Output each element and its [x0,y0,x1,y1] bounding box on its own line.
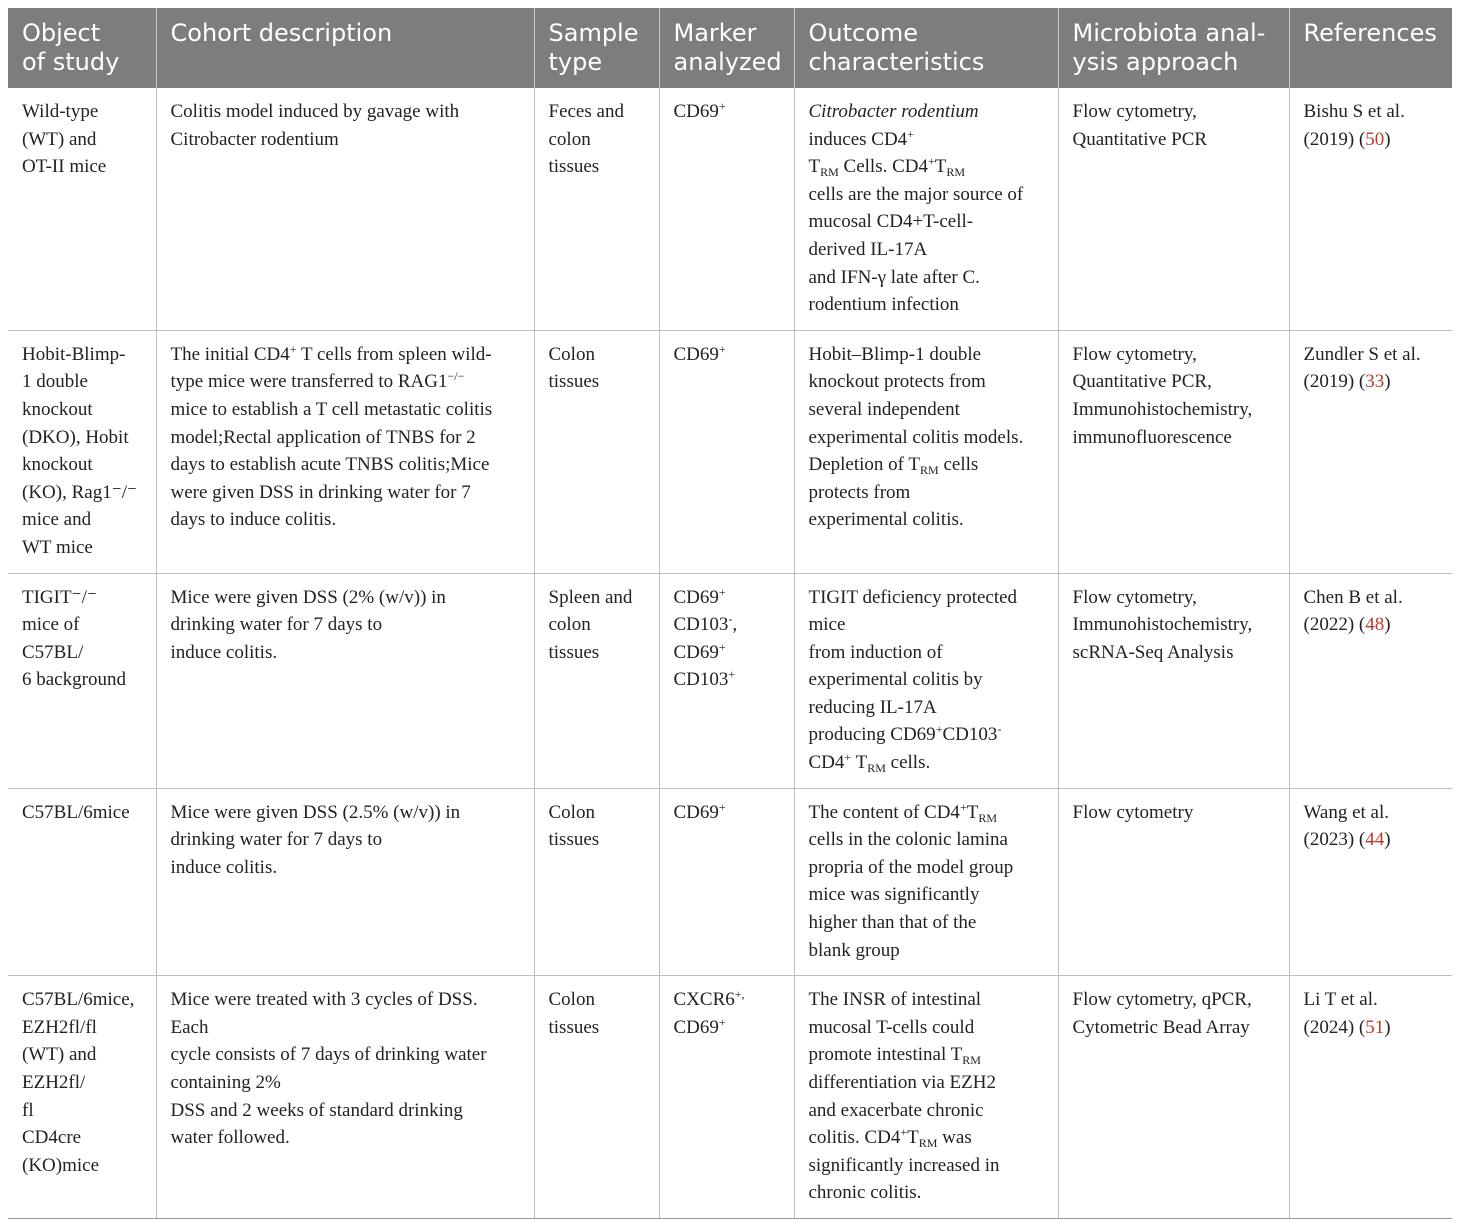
cell-approach: Flow cytometry, Immunohistochemistry, scRNA-Seq Analysis [1058,573,1289,788]
header-sample: Sample type [534,8,659,88]
cell-approach: Flow cytometry, Quantitative PCR, Immunohistochemistry, immunofluorescence [1058,330,1289,573]
cell-marker: CXCR6+, CD69+ [659,976,794,1219]
cell-object: Hobit-Blimp- 1 double knockout (DKO), Hobit knockout (KO), Rag1⁻/⁻ mice and WT mice [8,330,156,573]
cell-cohort: Mice were treated with 3 cycles of DSS. Each cycle consists of 7 days of drinking water containing 2% DSS and 2 weeks of standard drinking water followed. [156,976,534,1219]
citation-link[interactable]: 48 [1365,614,1385,636]
cell-approach: Flow cytometry [1058,788,1289,976]
citation-link[interactable]: 33 [1365,371,1385,393]
header-outcome: Outcome characteristics [794,8,1058,88]
cell-sample: Spleen and colon tissues [534,573,659,788]
cell-outcome: The content of $CD4^+T_{RM}$ cells in the colonic lamina propria of the model group mice was significantly higher than that of the blank group [794,788,1058,976]
cell-sample: Colon tissues [534,976,659,1219]
citation-link[interactable]: 51 [1365,1016,1385,1038]
cell-reference: Bishu S et al. (2019) (50) [1289,88,1452,330]
cell-sample: Feces and colon tissues [534,88,659,330]
header-marker: Marker analyzed [659,8,794,88]
cell-outcome: Hobit–Blimp-1 double knockout protects from several independent experimental colitis models. Depletion of $T_{RM}$ cells protects from experimental colitis. [794,330,1058,573]
studies-table [8,8,1452,1219]
header-row [8,8,1452,88]
citation-link[interactable]: 44 [1365,829,1385,851]
cell-marker: CD69+ [659,88,794,330]
cell-sample: Colon tissues [534,788,659,976]
cell-marker: CD69+ CD103-, CD69+ CD103+ [659,573,794,788]
cell-approach: Flow cytometry, qPCR, Cytometric Bead Array [1058,976,1289,1219]
cell-outcome: The INSR of intestinal mucosal T-cells could promote intestinal $T_{RM}$ differentiation via EZH2 and exacerbate chronic colitis. $CD4^+T_{RM}$ was significantly increased in chronic colitis. [794,976,1058,1219]
cell-object: TIGIT⁻/⁻ mice of C57BL/ 6 background [8,573,156,788]
cell-cohort: The initial CD4+ T cells from spleen wild- type mice were transferred to RAG1−/− mice to establish a T cell metastatic colitis model;Rectal application of TNBS for 2 days to establish acute TNBS colitis;Mice were given DSS in drinking water for 7 days to induce colitis. [156,330,534,573]
cell-reference: Li T et al. (2024) (51) [1289,976,1452,1219]
header-cohort: Cohort description [156,8,534,88]
cell-reference: Chen B et al. (2022) (48) [1289,573,1452,788]
cell-approach: Flow cytometry, Quantitative PCR [1058,88,1289,330]
table-row [8,573,1452,788]
cell-outcome: TIGIT deficiency protected mice from induction of experimental colitis by reducing IL-17A producing CD69+CD103- CD4+ $T_{RM}$ cells. [794,573,1058,788]
cell-reference: Wang et al. (2023) (44) [1289,788,1452,976]
cell-cohort: Colitis model induced by gavage with Citrobacter rodentium [156,88,534,330]
cell-sample: Colon tissues [534,330,659,573]
table-row [8,330,1452,573]
header-references: References [1289,8,1452,88]
table-row [8,788,1452,976]
cell-object: C57BL/6mice, EZH2fl/fl (WT) and EZH2fl/ fl CD4cre (KO)mice [8,976,156,1219]
table-row [8,88,1452,330]
cell-outcome: Citrobacter rodentium induces CD4+ $T_{RM}$ Cells. $CD4^+T_{RM}$ cells are the major source of mucosal CD4+T-cell- derived IL-17A and IFN-γ late after C. rodentium infection [794,88,1058,330]
cell-reference: Zundler S et al. (2019) (33) [1289,330,1452,573]
cell-cohort: Mice were given DSS (2% (w/v)) in drinking water for 7 days to induce colitis. [156,573,534,788]
cell-cohort: Mice were given DSS (2.5% (w/v)) in drinking water for 7 days to induce colitis. [156,788,534,976]
header-approach: Microbiota anal- ysis approach [1058,8,1289,88]
header-object: Object of study [8,8,156,88]
cell-object: C57BL/6mice [8,788,156,976]
cell-object: Wild-type (WT) and OT-II mice [8,88,156,330]
citation-link[interactable]: 50 [1365,128,1385,150]
cell-marker: CD69+ [659,330,794,573]
table-row [8,976,1452,1219]
cell-marker: CD69+ [659,788,794,976]
